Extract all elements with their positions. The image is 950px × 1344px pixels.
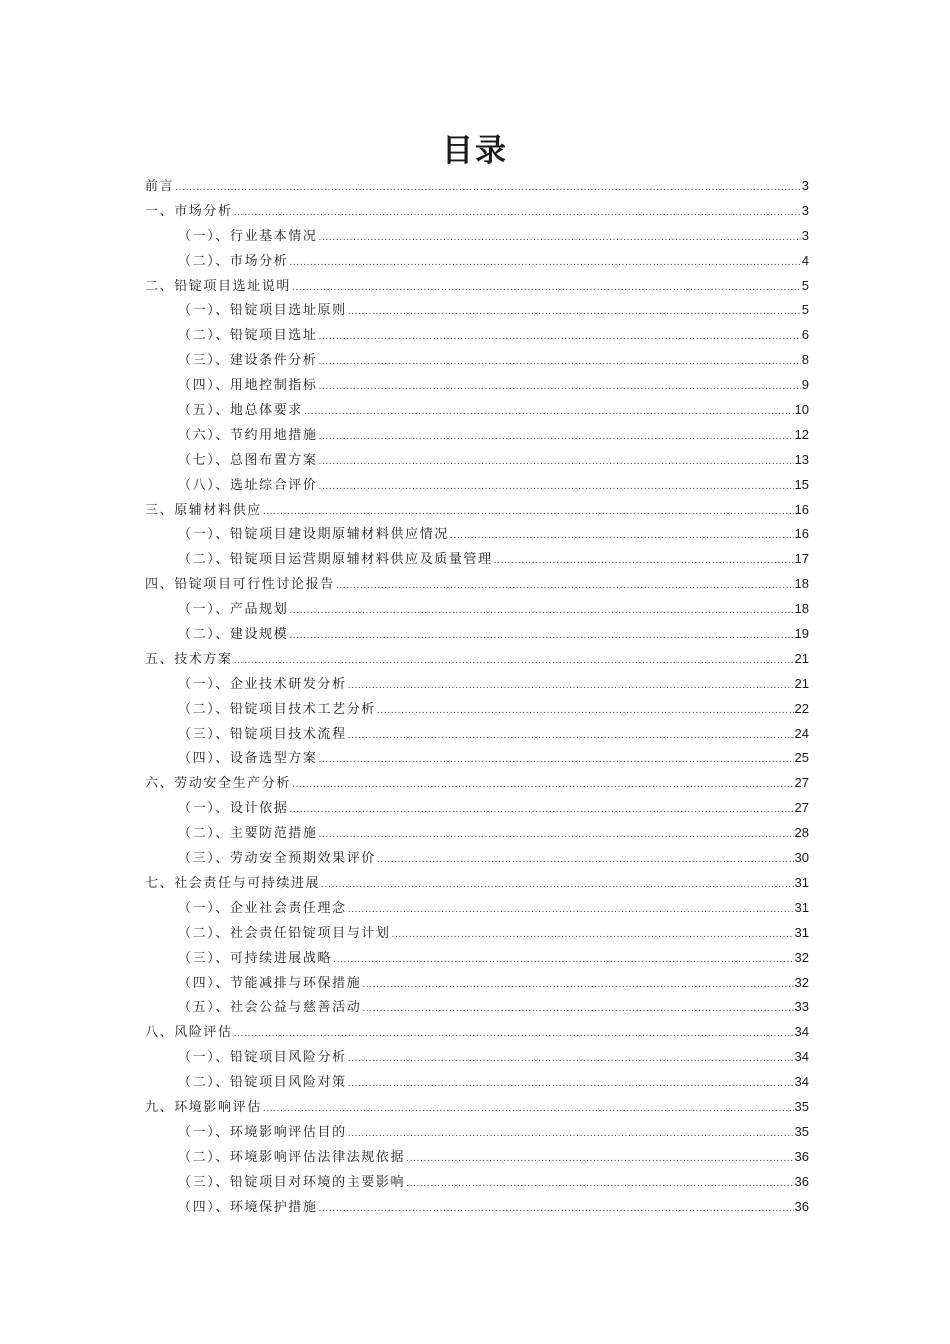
toc-page-number: 12 bbox=[794, 426, 809, 442]
toc-page-number: 33 bbox=[794, 999, 809, 1015]
toc-subentry[interactable] bbox=[145, 971, 809, 996]
toc-title: 目录 bbox=[442, 133, 508, 169]
toc-dot-leader bbox=[348, 1047, 794, 1072]
toc-entry[interactable] bbox=[145, 771, 809, 796]
toc-entry-text: （二）、社会责任铅锭项目与计划 bbox=[178, 925, 391, 941]
toc-page-number: 36 bbox=[794, 1148, 809, 1164]
toc-entry-text: 八、风险评估 bbox=[145, 1025, 233, 1041]
toc-subentry[interactable] bbox=[145, 995, 809, 1020]
toc-page-number: 24 bbox=[794, 725, 809, 741]
toc-entry-text: （二）、环境影响评估法律法规依据 bbox=[178, 1149, 406, 1165]
toc-entry[interactable] bbox=[145, 572, 809, 597]
toc-subentry[interactable] bbox=[145, 373, 809, 398]
toc-page-number: 21 bbox=[794, 650, 809, 666]
toc-page-number: 19 bbox=[794, 626, 809, 642]
toc-subentry[interactable] bbox=[145, 746, 809, 771]
toc-dot-leader bbox=[333, 948, 793, 973]
toc-dot-leader bbox=[494, 549, 794, 574]
toc-subentry[interactable] bbox=[145, 423, 809, 448]
toc-dot-leader bbox=[406, 1172, 793, 1197]
toc-subentry[interactable] bbox=[145, 298, 809, 323]
toc-subentry[interactable] bbox=[145, 1120, 809, 1145]
toc-entry[interactable] bbox=[145, 174, 809, 199]
toc-page-number: 21 bbox=[794, 675, 809, 691]
toc-entry-text: 六、劳动安全生产分析 bbox=[145, 776, 292, 792]
toc-entry-text: （二）、铅锭项目技术工艺分析 bbox=[178, 701, 376, 717]
toc-dot-leader bbox=[321, 873, 793, 898]
toc-dot-leader bbox=[348, 898, 794, 923]
toc-subentry[interactable] bbox=[145, 249, 809, 274]
toc-entry-text: （四）、用地控制指标 bbox=[178, 378, 318, 394]
toc-subentry[interactable] bbox=[145, 348, 809, 373]
toc-entry-text: 五、技术方案 bbox=[145, 651, 233, 667]
toc-dot-leader bbox=[289, 599, 793, 624]
toc-page-number: 18 bbox=[794, 576, 809, 592]
toc-dot-leader bbox=[292, 276, 801, 301]
toc-page-number: 6 bbox=[801, 327, 809, 343]
toc-entry-text: （七）、总图布置方案 bbox=[178, 452, 318, 468]
toc-page-number: 16 bbox=[794, 526, 809, 542]
toc-dot-leader bbox=[406, 1147, 793, 1172]
toc-subentry[interactable] bbox=[145, 672, 809, 697]
toc-subentry[interactable] bbox=[145, 896, 809, 921]
toc-dot-leader bbox=[319, 450, 794, 475]
toc-subentry[interactable] bbox=[145, 697, 809, 722]
toc-entry-text: （八）、选址综合评价 bbox=[178, 477, 318, 493]
toc-page-number: 34 bbox=[794, 1024, 809, 1040]
toc-entry-text: 四、铅锭项目可行性讨论报告 bbox=[145, 577, 335, 593]
toc-page-number: 17 bbox=[794, 551, 809, 567]
toc-dot-leader bbox=[336, 574, 794, 599]
toc-dot-leader bbox=[348, 724, 794, 749]
toc-entry-text: （二）、铅锭项目风险对策 bbox=[178, 1075, 347, 1091]
toc-entry-text: （五）、地总体要求 bbox=[178, 403, 303, 419]
toc-entry-text: （六）、节约用地措施 bbox=[178, 427, 318, 443]
toc-dot-leader bbox=[234, 201, 801, 226]
toc-page-number: 25 bbox=[794, 750, 809, 766]
toc-page-number: 32 bbox=[794, 949, 809, 965]
toc-subentry[interactable] bbox=[145, 946, 809, 971]
toc-page-number: 34 bbox=[794, 1074, 809, 1090]
toc-dot-leader bbox=[319, 226, 801, 251]
toc-dot-leader bbox=[263, 500, 794, 525]
toc-subentry[interactable] bbox=[145, 1045, 809, 1070]
toc-entry-text: （一）、产品规划 bbox=[178, 602, 289, 618]
toc-page-number: 31 bbox=[794, 874, 809, 890]
toc-page-number: 27 bbox=[794, 775, 809, 791]
toc-subentry[interactable] bbox=[145, 846, 809, 871]
toc-entry-text: 前言 bbox=[145, 179, 175, 194]
table-of-contents bbox=[145, 174, 809, 1219]
toc-page-number: 36 bbox=[794, 1198, 809, 1214]
toc-entry-text: （二）、建设规模 bbox=[178, 627, 289, 643]
toc-dot-leader bbox=[289, 624, 793, 649]
toc-entry-text: （三）、可持续进展战略 bbox=[178, 950, 333, 966]
toc-page-number: 3 bbox=[801, 178, 809, 193]
toc-dot-leader bbox=[319, 350, 801, 375]
toc-entry-text: （三）、铅锭项目技术流程 bbox=[178, 726, 347, 742]
toc-subentry[interactable] bbox=[145, 1070, 809, 1095]
toc-page-number: 16 bbox=[794, 501, 809, 517]
toc-entry[interactable] bbox=[145, 274, 809, 299]
toc-dot-leader bbox=[348, 1122, 794, 1147]
toc-dot-leader bbox=[304, 400, 794, 425]
toc-entry-text: （一）、铅锭项目建设期原辅材料供应情况 bbox=[178, 527, 449, 543]
toc-page-number: 30 bbox=[794, 850, 809, 866]
toc-page-number: 34 bbox=[794, 1049, 809, 1065]
toc-page-number: 8 bbox=[801, 352, 809, 368]
toc-dot-leader bbox=[175, 176, 801, 201]
toc-entry-text: （二）、铅锭项目运营期原辅材料供应及质量管理 bbox=[178, 552, 493, 568]
toc-entry-text: 九、环境影响评估 bbox=[145, 1099, 262, 1115]
toc-dot-leader bbox=[292, 773, 794, 798]
toc-dot-leader bbox=[348, 300, 801, 325]
toc-page-number: 22 bbox=[794, 700, 809, 716]
toc-entry-text: （五）、社会公益与慈善活动 bbox=[178, 1000, 362, 1016]
toc-entry-text: 一、市场分析 bbox=[145, 203, 233, 219]
toc-page-number: 35 bbox=[794, 1098, 809, 1114]
toc-subentry[interactable] bbox=[145, 722, 809, 747]
toc-entry-text: （二）、市场分析 bbox=[178, 253, 289, 269]
toc-dot-leader bbox=[362, 997, 793, 1022]
toc-page-number: 3 bbox=[801, 202, 809, 218]
toc-dot-leader bbox=[319, 375, 801, 400]
toc-page-number: 18 bbox=[794, 601, 809, 617]
toc-dot-leader bbox=[362, 973, 793, 998]
toc-entry-text: （一）、环境影响评估目的 bbox=[178, 1124, 347, 1140]
toc-subentry[interactable] bbox=[145, 597, 809, 622]
toc-page-number: 3 bbox=[801, 227, 809, 243]
toc-dot-leader bbox=[289, 251, 800, 276]
toc-entry[interactable] bbox=[145, 498, 809, 523]
toc-dot-leader bbox=[234, 649, 794, 674]
toc-page-number: 9 bbox=[801, 377, 809, 393]
toc-entry-text: （一）、行业基本情况 bbox=[178, 228, 318, 244]
toc-dot-leader bbox=[319, 748, 794, 773]
toc-subentry[interactable] bbox=[145, 522, 809, 547]
toc-subentry[interactable] bbox=[145, 1195, 809, 1220]
toc-dot-leader bbox=[234, 1022, 794, 1047]
toc-page-number: 5 bbox=[801, 277, 809, 293]
toc-page-number: 28 bbox=[794, 825, 809, 841]
toc-entry-text: （一）、设计依据 bbox=[178, 801, 289, 817]
toc-page-number: 31 bbox=[794, 924, 809, 940]
toc-page-number: 4 bbox=[801, 252, 809, 268]
toc-page-number: 15 bbox=[794, 476, 809, 492]
toc-dot-leader bbox=[377, 848, 794, 873]
toc-page-number: 35 bbox=[794, 1123, 809, 1139]
toc-page-number: 31 bbox=[794, 899, 809, 915]
toc-entry-text: （四）、节能减排与环保措施 bbox=[178, 975, 362, 991]
toc-subentry[interactable] bbox=[145, 1145, 809, 1170]
toc-entry-text: （一）、铅锭项目选址原则 bbox=[178, 303, 347, 319]
toc-entry[interactable] bbox=[145, 1020, 809, 1045]
toc-entry-text: （一）、企业技术研发分析 bbox=[178, 676, 347, 692]
toc-entry-text: （三）、铅锭项目对环境的主要影响 bbox=[178, 1174, 406, 1190]
toc-subentry[interactable] bbox=[145, 821, 809, 846]
toc-dot-leader bbox=[319, 823, 794, 848]
toc-entry-text: （一）、铅锭项目风险分析 bbox=[178, 1050, 347, 1066]
toc-subentry[interactable] bbox=[145, 622, 809, 647]
toc-subentry[interactable] bbox=[145, 796, 809, 821]
toc-subentry[interactable] bbox=[145, 398, 809, 423]
toc-dot-leader bbox=[319, 475, 794, 500]
toc-dot-leader bbox=[319, 1197, 794, 1222]
toc-entry-text: （四）、环境保护措施 bbox=[178, 1199, 318, 1215]
toc-entry[interactable] bbox=[145, 199, 809, 224]
toc-entry[interactable] bbox=[145, 871, 809, 896]
toc-dot-leader bbox=[348, 1072, 794, 1097]
toc-page-number: 27 bbox=[794, 800, 809, 816]
toc-subentry[interactable] bbox=[145, 547, 809, 572]
toc-entry-text: （三）、劳动安全预期效果评价 bbox=[178, 851, 376, 867]
toc-entry-text: （四）、设备选型方案 bbox=[178, 751, 318, 767]
toc-dot-leader bbox=[319, 325, 801, 350]
toc-page-number: 5 bbox=[801, 302, 809, 318]
toc-dot-leader bbox=[263, 1097, 794, 1122]
toc-subentry[interactable] bbox=[145, 448, 809, 473]
toc-subentry[interactable] bbox=[145, 323, 809, 348]
toc-page-number: 36 bbox=[794, 1173, 809, 1189]
toc-entry-text: （一）、企业社会责任理念 bbox=[178, 900, 347, 916]
toc-subentry[interactable] bbox=[145, 224, 809, 249]
toc-entry-text: 三、原辅材料供应 bbox=[145, 502, 262, 518]
toc-page-number: 32 bbox=[794, 974, 809, 990]
toc-entry-text: 二、铅锭项目选址说明 bbox=[145, 278, 292, 294]
toc-entry-text: （二）、铅锭项目选址 bbox=[178, 328, 318, 344]
toc-page-number: 13 bbox=[794, 451, 809, 467]
toc-entry-text: （三）、建设条件分析 bbox=[178, 353, 318, 369]
toc-subentry[interactable] bbox=[145, 473, 809, 498]
toc-dot-leader bbox=[289, 798, 793, 823]
toc-subentry[interactable] bbox=[145, 921, 809, 946]
toc-dot-leader bbox=[392, 923, 794, 948]
toc-entry[interactable] bbox=[145, 1095, 809, 1120]
toc-entry-text: 七、社会责任与可持续进展 bbox=[145, 875, 321, 891]
toc-page-number: 10 bbox=[794, 402, 809, 418]
toc-dot-leader bbox=[319, 425, 794, 450]
toc-entry-text: （二）、主要防范措施 bbox=[178, 826, 318, 842]
toc-dot-leader bbox=[450, 524, 794, 549]
toc-dot-leader bbox=[348, 674, 794, 699]
toc-subentry[interactable] bbox=[145, 1170, 809, 1195]
toc-entry[interactable] bbox=[145, 647, 809, 672]
toc-dot-leader bbox=[377, 699, 794, 724]
